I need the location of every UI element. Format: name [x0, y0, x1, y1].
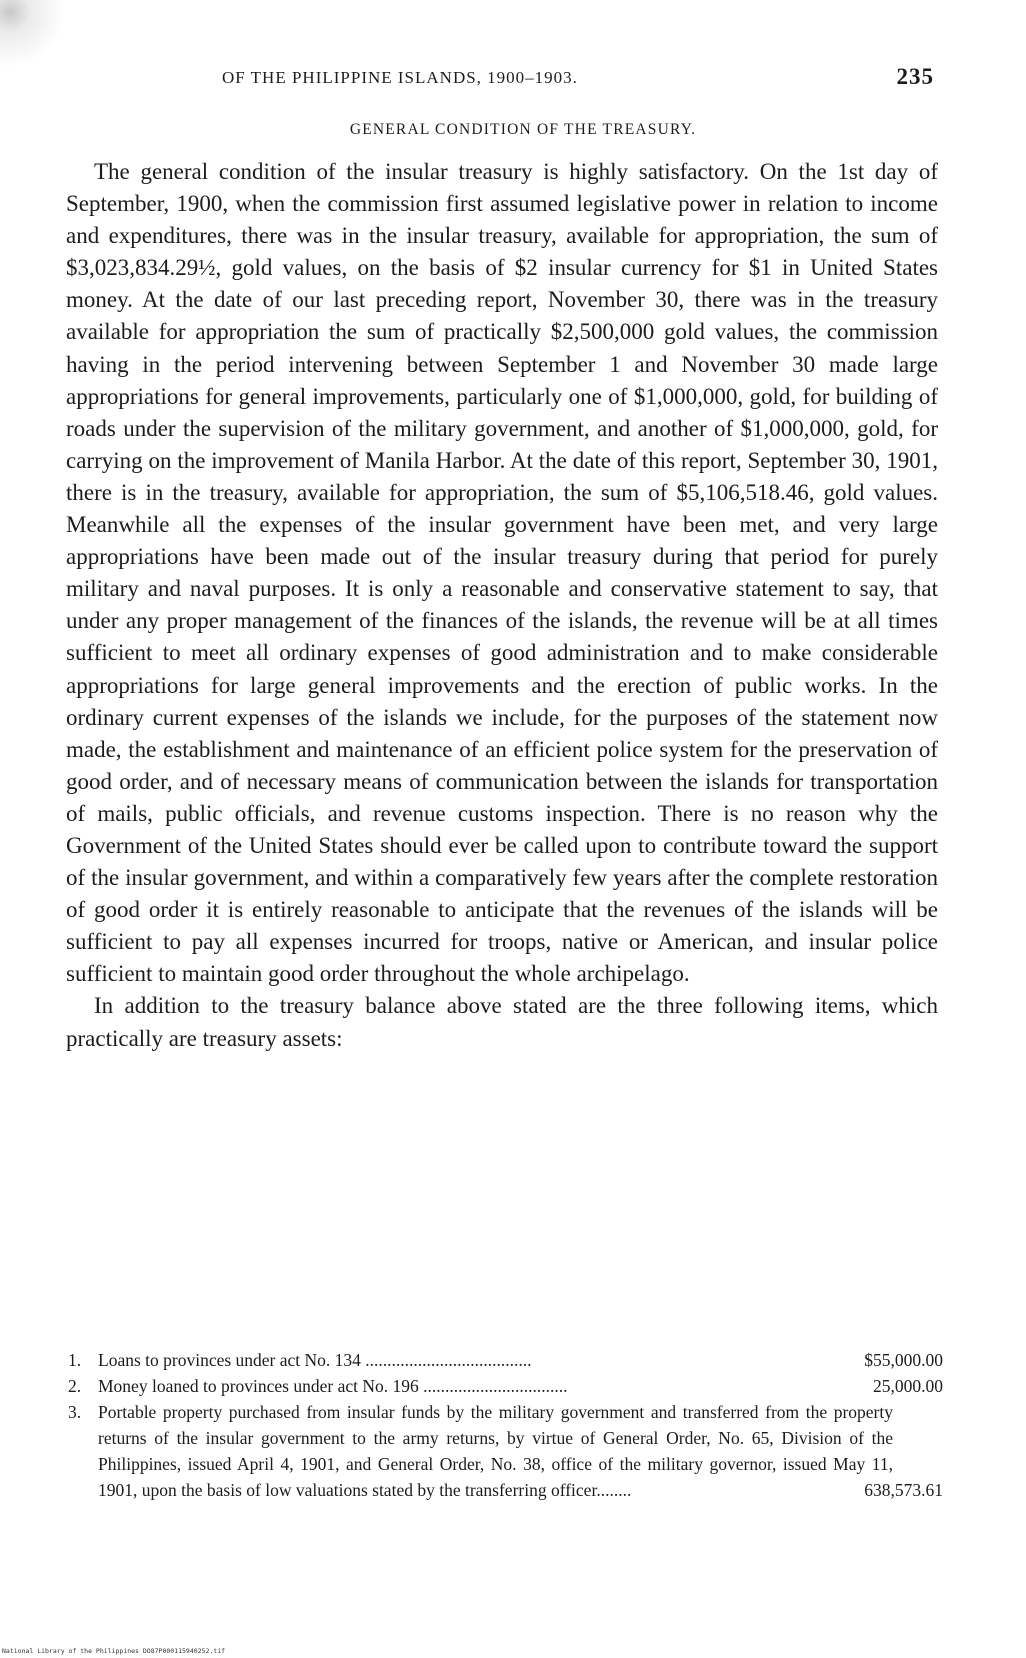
dot-leader: ......................................	[365, 1350, 532, 1370]
list-item	[68, 1373, 943, 1399]
running-title: OF THE PHILIPPINE ISLANDS, 1900–1903.	[222, 68, 578, 87]
list-item	[68, 1399, 943, 1503]
item-text	[98, 1399, 893, 1503]
paragraph: The general condition of the insular treasury is highly satisfactory. On the 1st day of September, 1900, when the commission first assumed legislative power in relation to income and expenditures, there was in the insular treasury, available for appropriation, the sum of $3,023,834.29½, gold values, on the basis of $2 insular currency for $1 in United States money. At the date of our last preceding report, November 30, there was in the treasury available for appropriation the sum of practically $2,500,000 gold values, the commission having in the period intervening between September 1 and November 30 made large appropriations for general improvements, particularly one of $1,000,000, gold, for building of roads under the supervision of the military government, and another of $1,000,000, gold, for carrying on the improvement of Manila Harbor. At the date of this report, September 30, 1901, there is in the treasury, available for appropriation, the sum of $5,106,518.46, gold values. Meanwhile all the expenses of the insular government have been met, and very large appropriations have been made out of the insular treasury during that period for purely military and naval purposes. It is only a reasonable and conservative statement to say, that under any proper management of the finances of the islands, the revenue will be at all times sufficient to meet all ordinary expenses of good administration and to make considerable appropriations for large general improvements and the erection of public works. In the ordinary current expenses of the islands we include, for the purposes of the statement now made, the establishment and maintenance of an efficient police system for the preservation of good order, and of necessary means of communication between the islands for transportation of mails, public officials, and revenue customs inspection. There is no reason why the Government of the United States should ever be called upon to contribute toward the support of the insular government, and within a comparatively few years after the complete restoration of good order it is entirely reasonable to anticipate that the revenues of the islands will be sufficient to pay all expenses incurred for troops, native or American, and insular police sufficient to maintain good order throughout the whole archipelago.	[66, 159, 938, 987]
list-item	[68, 1347, 943, 1373]
item-description: Portable property purchased from insular funds by the military government and transferred from the property returns of the insular government to the army returns, by virtue of General Order, No. 65, Division of the Philippines, issued April 4, 1901, and General Order, No. 38, office of the military governor, issued May 11, 1901, upon the basis of low valuations stated by the transferring officer	[98, 1402, 893, 1500]
section-title: GENERAL CONDITION OF THE TREASURY.	[349, 121, 697, 138]
item-description: Loans to provinces under act No. 134	[98, 1350, 361, 1370]
body-text	[66, 156, 938, 1055]
asset-items-list	[68, 1347, 943, 1503]
page-number: 235	[896, 64, 934, 89]
dot-leader: ........	[596, 1480, 632, 1500]
dot-leader: .................................	[423, 1376, 568, 1396]
item-amount: 25,000.00	[873, 1376, 943, 1396]
item-number: 3.	[68, 1402, 82, 1422]
item-text	[98, 1347, 893, 1373]
item-text	[98, 1373, 893, 1399]
item-amount: $55,000.00	[864, 1350, 943, 1370]
scan-smudge	[0, 0, 70, 80]
paragraph: In addition to the treasury balance above stated are the three following items, which practically are treasury assets:	[66, 993, 938, 1051]
item-number: 2.	[68, 1376, 82, 1396]
item-description: Money loaned to provinces under act No. 196	[98, 1376, 419, 1396]
item-number: 1.	[68, 1350, 82, 1370]
item-amount: 638,573.61	[864, 1480, 943, 1500]
running-header	[222, 64, 934, 94]
scan-footer: National Library of the Philippines DO87P000115940252.tif	[2, 1647, 226, 1655]
